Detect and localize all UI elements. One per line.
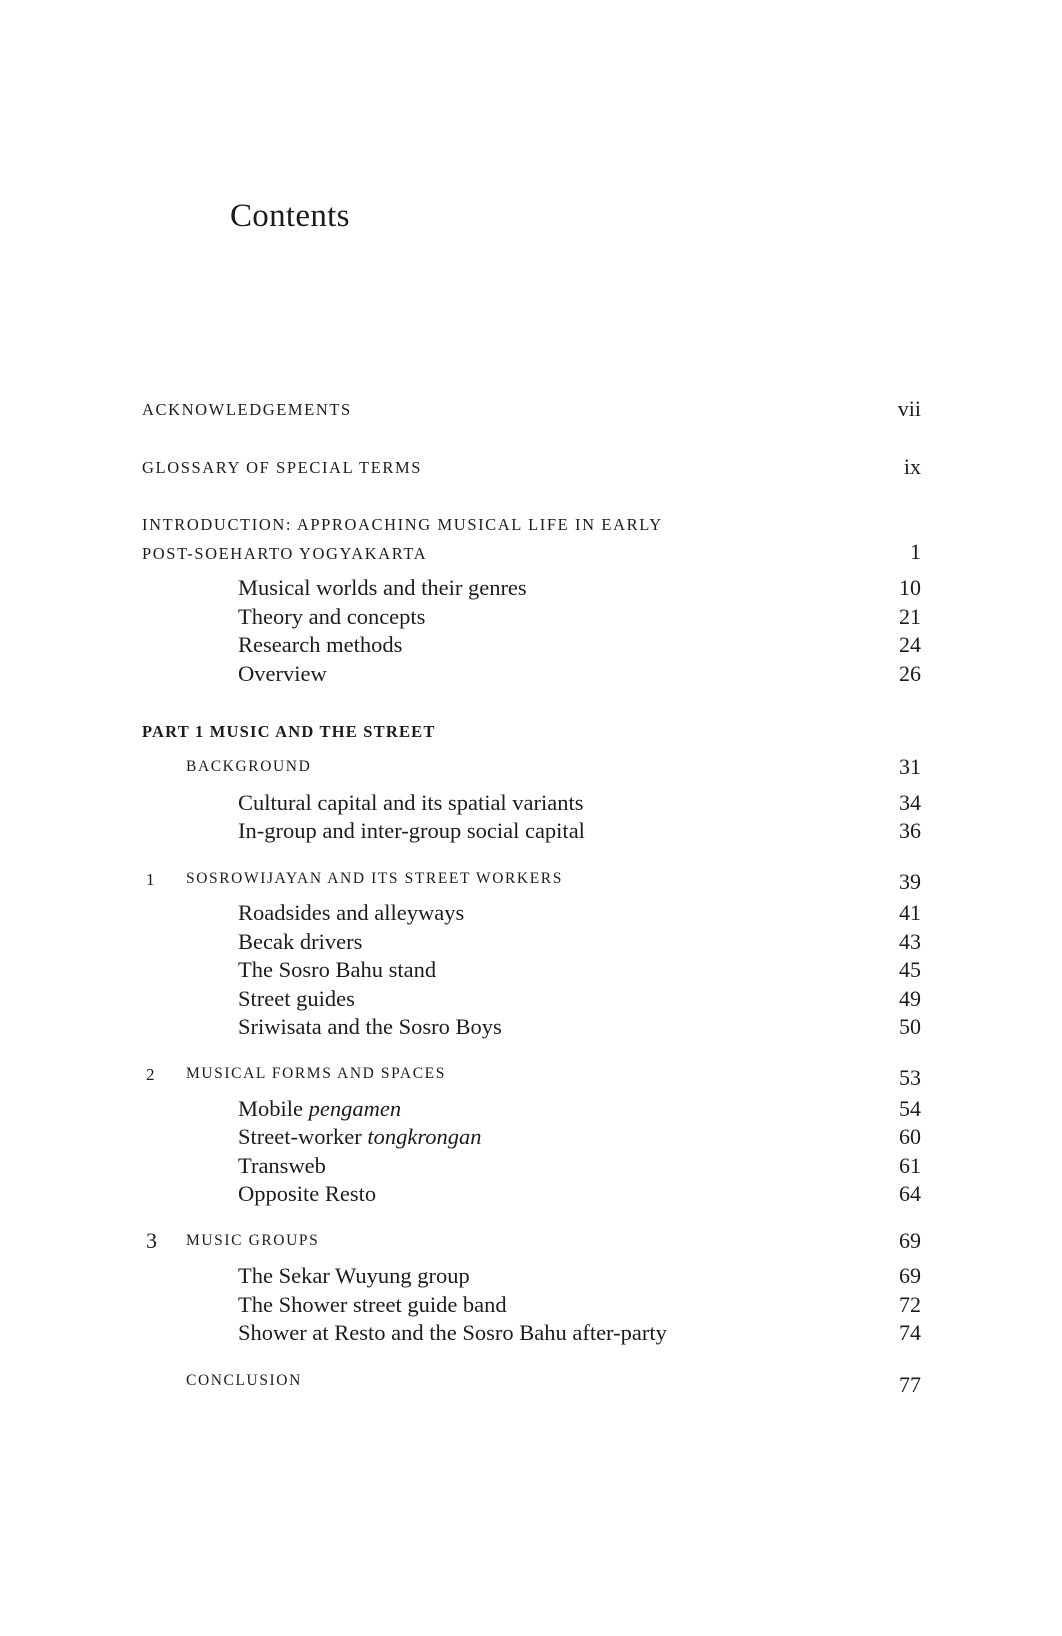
toc-introduction-line1[interactable]: INTRODUCTION: APPROACHING MUSICAL LIFE IN EARLY xyxy=(142,515,663,534)
toc-entry-text: Mobile xyxy=(238,1096,309,1121)
chapter-number: 3 xyxy=(146,1228,157,1253)
toc-entry[interactable]: The Sekar Wuyung group xyxy=(238,1263,470,1288)
toc-entry[interactable]: Street guides xyxy=(238,986,355,1011)
toc-introduction-line2[interactable]: POST-SOEHARTO YOGYAKARTA xyxy=(142,544,428,563)
chapter-number: 2 xyxy=(146,1065,155,1084)
page-number: 74 xyxy=(899,1320,921,1345)
toc-entry[interactable]: Musical worlds and their genres xyxy=(238,575,527,600)
page-number: 45 xyxy=(899,957,921,982)
toc-entry[interactable]: Overview xyxy=(238,661,327,686)
toc-entry[interactable] xyxy=(238,1124,482,1150)
page-number: 61 xyxy=(899,1153,921,1178)
page-number: 10 xyxy=(899,575,921,600)
page-number: 41 xyxy=(899,900,921,925)
page-number: 53 xyxy=(899,1065,921,1090)
toc-entry[interactable]: Sriwisata and the Sosro Boys xyxy=(238,1014,502,1039)
toc-entry[interactable]: Theory and concepts xyxy=(238,604,426,629)
page-number: vii xyxy=(897,396,921,421)
page-number: 26 xyxy=(899,661,921,686)
page-number: 50 xyxy=(899,1014,921,1039)
page-title: Contents xyxy=(230,198,350,234)
page-number: 77 xyxy=(899,1372,921,1397)
page-number: 31 xyxy=(899,754,921,779)
page-number: 64 xyxy=(899,1181,921,1206)
toc-entry[interactable]: In-group and inter-group social capital xyxy=(238,818,585,843)
page-number: 69 xyxy=(899,1228,921,1253)
toc-entry[interactable]: Becak drivers xyxy=(238,929,363,954)
page-number: 39 xyxy=(899,869,921,894)
page-number: 69 xyxy=(899,1263,921,1288)
toc-acknowledgements[interactable]: ACKNOWLEDGEMENTS xyxy=(142,400,352,419)
toc-chapter-2[interactable]: MUSICAL FORMS AND SPACES xyxy=(186,1065,446,1082)
toc-background[interactable]: BACKGROUND xyxy=(186,758,312,775)
page-number: 54 xyxy=(899,1096,921,1121)
toc-entry[interactable]: Opposite Resto xyxy=(238,1181,377,1206)
page-number: 72 xyxy=(899,1292,921,1317)
part-heading[interactable]: PART 1 MUSIC AND THE STREET xyxy=(142,722,436,741)
chapter-number: 1 xyxy=(146,870,155,889)
page-number: 24 xyxy=(899,632,921,657)
toc-entry[interactable]: Roadsides and alleyways xyxy=(238,900,465,925)
page-number: 1 xyxy=(910,539,921,564)
toc-entry[interactable] xyxy=(238,1096,401,1122)
page-number: 21 xyxy=(899,604,921,629)
toc-entry-text: Street-worker xyxy=(238,1124,368,1149)
page-number: 34 xyxy=(899,790,921,815)
page-number: 60 xyxy=(899,1124,921,1149)
toc-conclusion[interactable]: CONCLUSION xyxy=(186,1372,302,1389)
page-number: ix xyxy=(903,454,921,479)
toc-entry[interactable]: Transweb xyxy=(238,1153,326,1178)
toc-entry[interactable]: Cultural capital and its spatial variants xyxy=(238,790,584,815)
toc-entry-italic: tongkrongan xyxy=(367,1124,482,1149)
toc-glossary[interactable]: GLOSSARY OF SPECIAL TERMS xyxy=(142,458,423,477)
toc-entry[interactable]: The Shower street guide band xyxy=(238,1292,507,1317)
toc-entry[interactable]: Research methods xyxy=(238,632,403,657)
toc-chapter-1[interactable]: SOSROWIJAYAN AND ITS STREET WORKERS xyxy=(186,870,563,887)
toc-entry[interactable]: Shower at Resto and the Sosro Bahu after-party xyxy=(238,1320,667,1345)
toc-chapter-3[interactable]: MUSIC GROUPS xyxy=(186,1232,320,1249)
toc-entry[interactable]: The Sosro Bahu stand xyxy=(238,957,437,982)
toc-entry-italic: pengamen xyxy=(308,1096,402,1121)
page-number: 49 xyxy=(899,986,921,1011)
page-number: 43 xyxy=(899,929,921,954)
page-number: 36 xyxy=(899,818,921,843)
